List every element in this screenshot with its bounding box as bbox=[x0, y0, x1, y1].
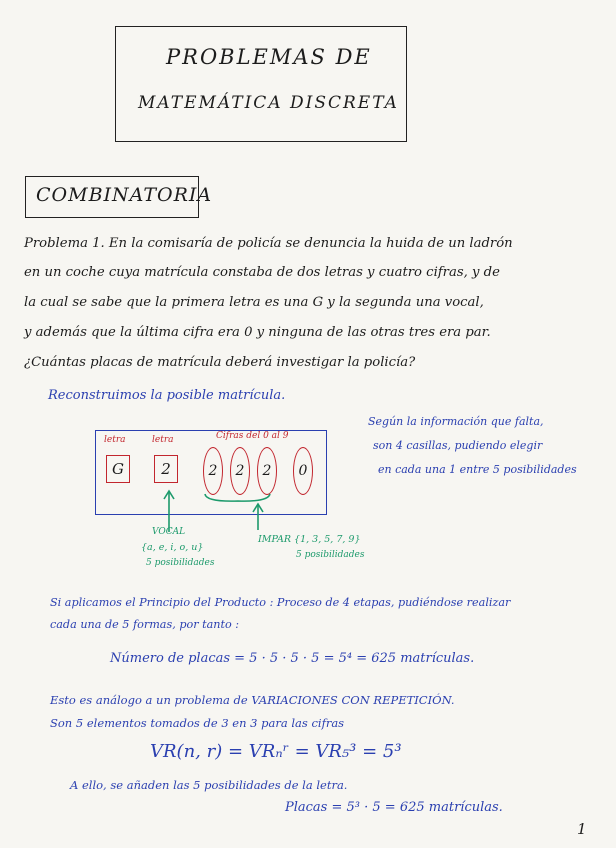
problem-line-3: la cual se sabe que la primera letra es una G y la segunda una vocal, bbox=[24, 295, 484, 310]
vocal-label: VOCAL bbox=[152, 527, 186, 537]
slot-digit-1: 2 bbox=[203, 447, 223, 495]
note-line-1: Según la información que falta, bbox=[368, 415, 544, 428]
label-letra-2: letra bbox=[152, 435, 174, 445]
analog-line-2: Son 5 elementos tomados de 3 en 3 para las cifras bbox=[50, 716, 345, 730]
analog-line-1: Esto es análogo a un problema de VARIACIONES CON REPETICIÓN. bbox=[50, 693, 455, 707]
slot-digit-last: 0 bbox=[293, 447, 313, 495]
impar-label: IMPAR {1, 3, 5, 7, 9} bbox=[258, 534, 361, 545]
reconstruct-text: Reconstruimos la posible matrícula. bbox=[48, 388, 286, 403]
formula-total: Placas = 5³ · 5 = 625 matrículas. bbox=[285, 800, 503, 815]
slot-letter-g: G bbox=[106, 455, 130, 483]
title-line-1: PROBLEMAS DE bbox=[166, 45, 372, 69]
problem-line-4: y además que la última cifra era 0 y ninguna de las otras tres era par. bbox=[24, 325, 491, 340]
problem-line-5: ¿Cuántas placas de matrícula deberá investigar la policía? bbox=[24, 355, 416, 370]
note-line-2: son 4 casillas, pudiendo elegir bbox=[373, 439, 543, 452]
title-line-2: MATEMÁTICA DISCRETA bbox=[138, 93, 399, 113]
final-line: A ello, se añaden las 5 posibilidades de la letra. bbox=[70, 778, 348, 792]
slot-digit-2: 2 bbox=[230, 447, 250, 495]
impar-brace bbox=[205, 494, 270, 501]
page-number: 1 bbox=[577, 820, 587, 838]
principle-line-2: cada una de 5 formas, por tanto : bbox=[50, 618, 240, 631]
vocal-set: {a, e, i, o, u} bbox=[141, 542, 204, 553]
vocal-count: 5 posibilidades bbox=[146, 558, 215, 568]
label-cifras: Cifras del 0 al 9 bbox=[216, 431, 289, 441]
formula-variations: VR(n, r) = VRₙʳ = VR₅³ = 5³ bbox=[150, 741, 402, 762]
problem-line-1: Problema 1. En la comisaría de policía se denuncia la huida de un ladrón bbox=[24, 236, 513, 251]
label-letra-1: letra bbox=[104, 435, 126, 445]
impar-count: 5 posibilidades bbox=[296, 550, 365, 560]
section-title: COMBINATORIA bbox=[36, 184, 213, 206]
formula-product: Número de placas = 5 · 5 · 5 · 5 = 5⁴ = 625 matrículas. bbox=[110, 651, 475, 666]
note-line-3: en cada una 1 entre 5 posibilidades bbox=[378, 463, 577, 476]
slot-digit-3: 2 bbox=[257, 447, 277, 495]
principle-line-1: Si aplicamos el Principio del Producto : Proceso de 4 etapas, pudiéndose realizar bbox=[50, 596, 511, 609]
problem-line-2: en un coche cuya matrícula constaba de dos letras y cuatro cifras, y de bbox=[24, 265, 500, 280]
slot-vowel: 2 bbox=[154, 455, 178, 483]
